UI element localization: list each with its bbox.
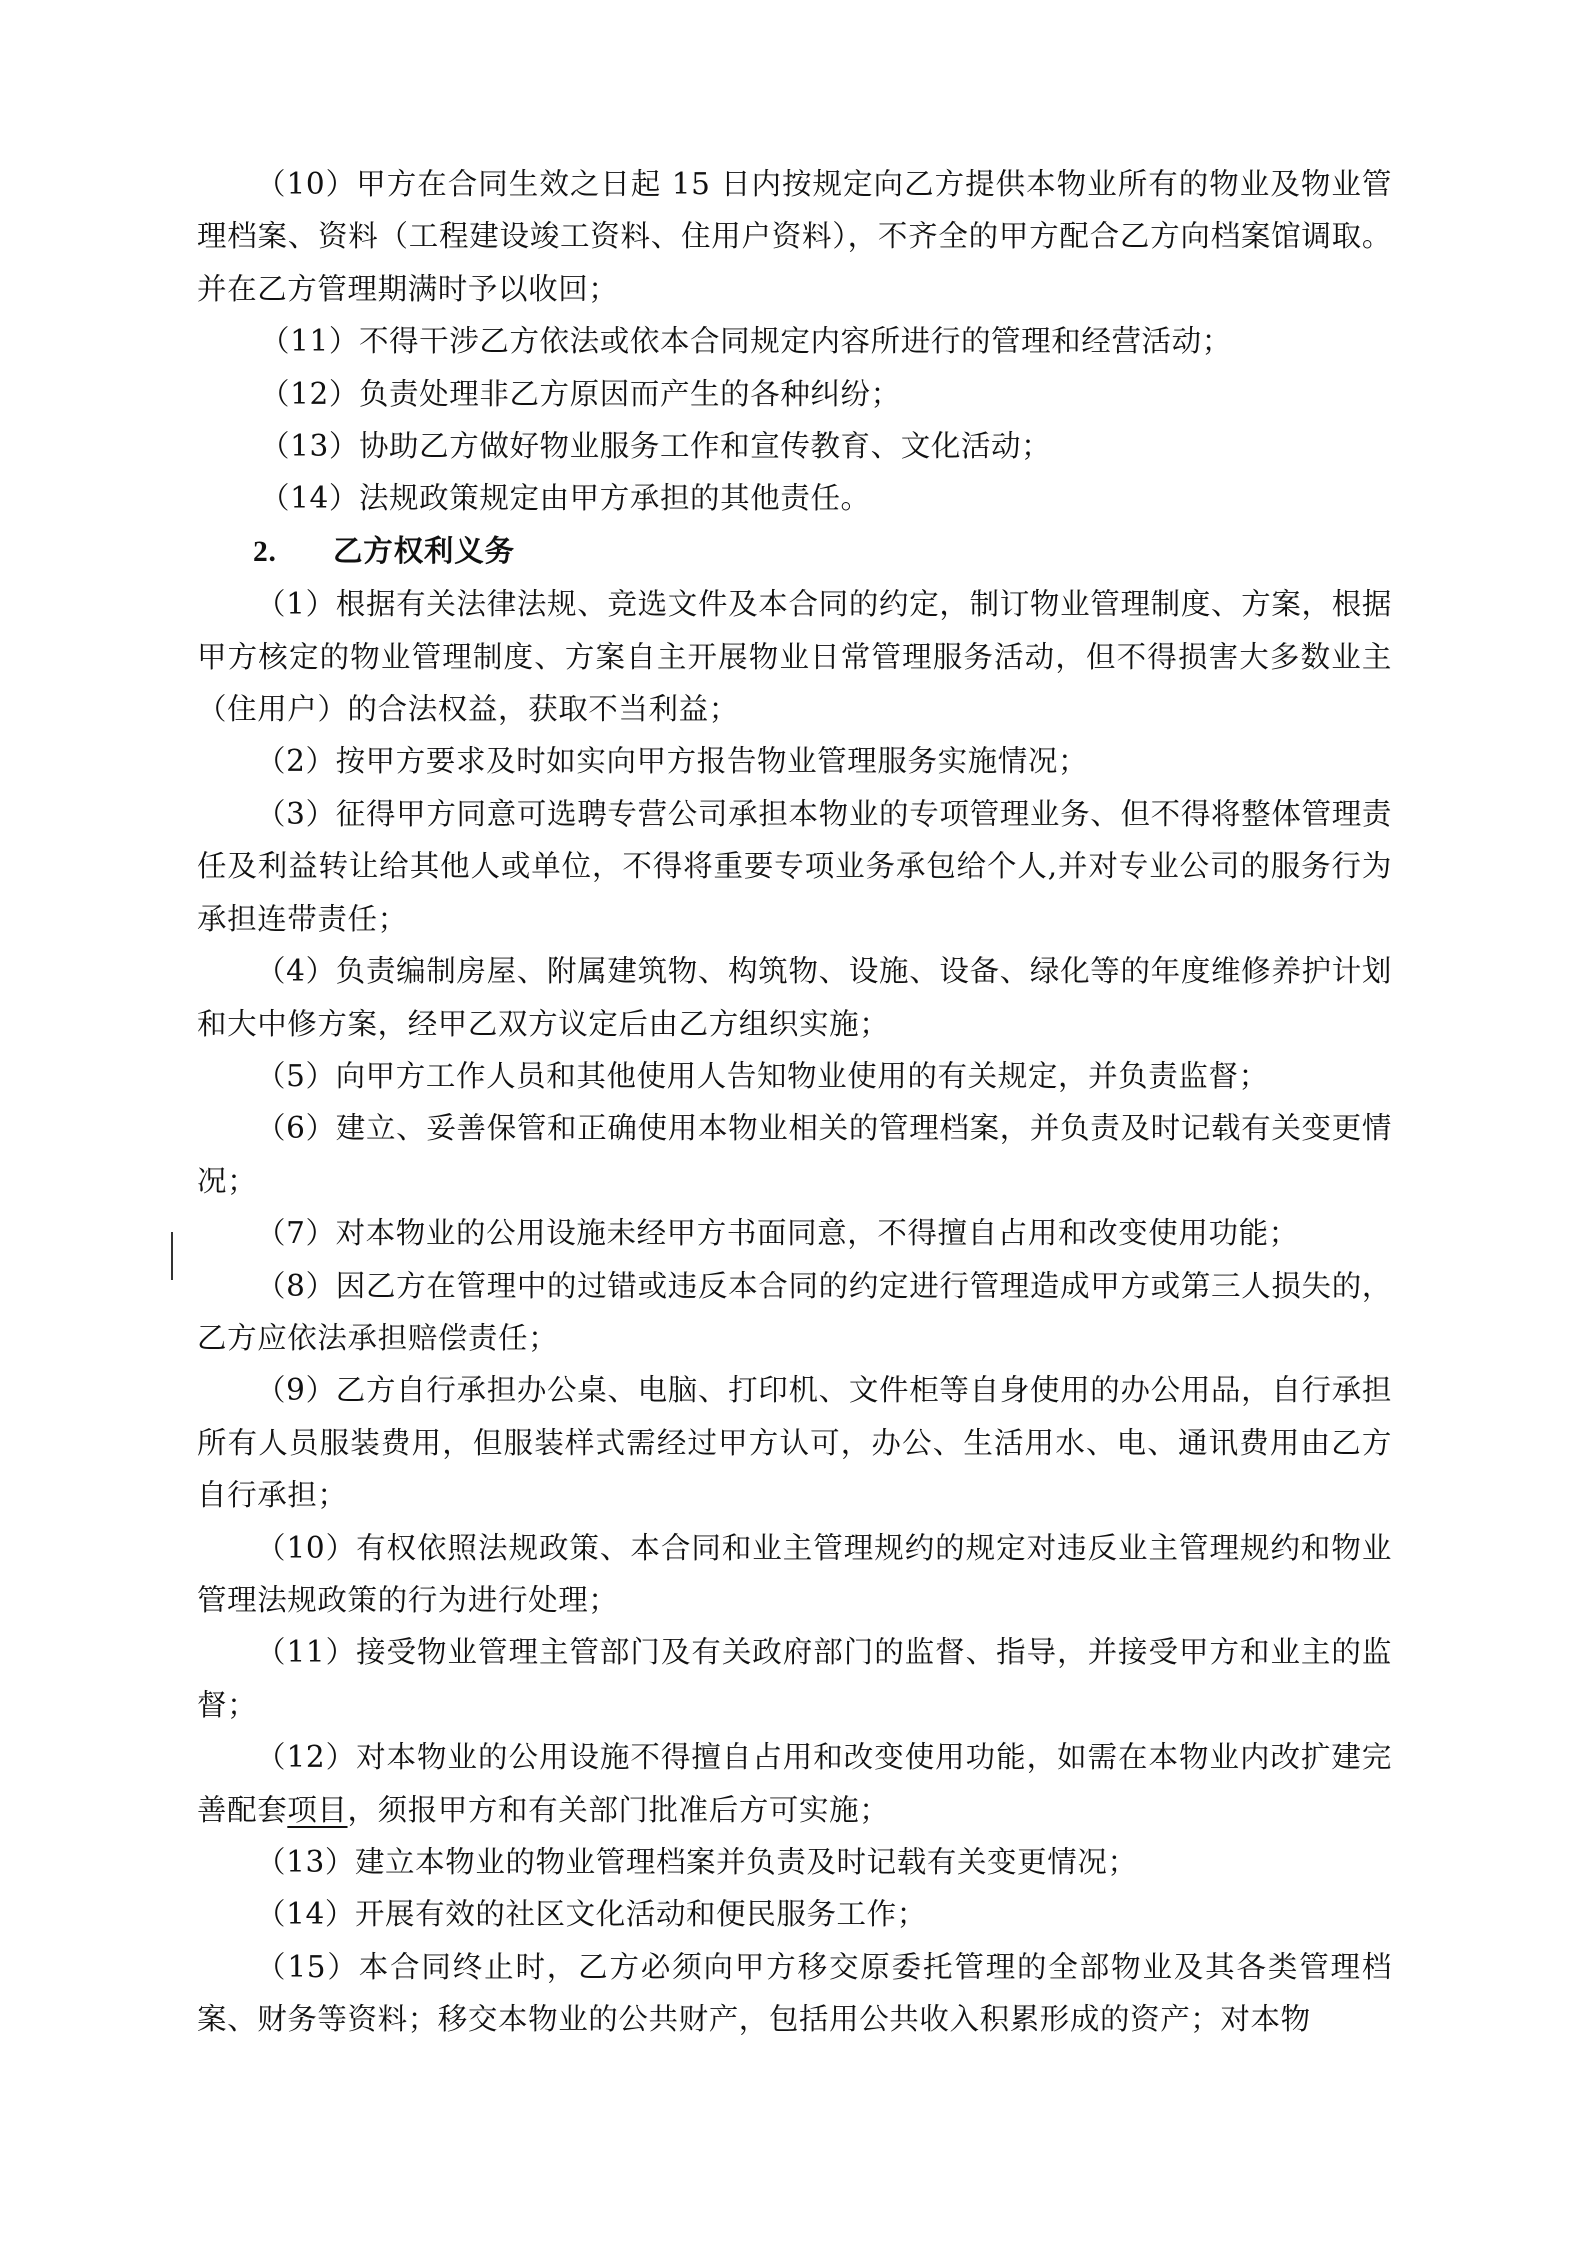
- obligation-b-7: （7）对本物业的公用设施未经甲方书面同意，不得擅自占用和改变使用功能；: [256, 1216, 1299, 1251]
- obligation-a-14: （14）法规政策规定由甲方承担的其他责任。: [260, 481, 871, 516]
- obligation-b-12: [197, 1731, 1392, 1836]
- obligation-b-9: （9）乙方自行承担办公桌、电脑、打印机、文件柜等自身使用的办公用品，自行承担所有人员服装费用，但服装样式需经过甲方认可，办公、生活用水、电、通讯费用由乙方自行承担；: [197, 1373, 1392, 1513]
- obligation-b-1: （1）根据有关法律法规、竞选文件及本合同的约定，制订物业管理制度、方案，根据甲方核定的物业管理制度、方案自主开展物业日常管理服务活动，但不得损害大多数业主（住用户）的合法权益，获取不当利益；: [197, 587, 1392, 727]
- obligation-b-8: （8）因乙方在管理中的过错或违反本合同的约定进行管理造成甲方或第三人损失的，乙方应依法承担赔偿责任；: [197, 1268, 1392, 1355]
- section-number: 2.: [253, 535, 277, 568]
- revision-change-bar: [171, 1232, 173, 1280]
- obligation-b-3: （3）征得甲方同意可选聘专营公司承担本物业的专项管理业务、但不得将整体管理责任及利益转让给其他人或单位，不得将重要专项业务承包给个人,并对专业公司的服务行为承担连带责任；: [197, 796, 1392, 936]
- section-heading: [197, 525, 1392, 578]
- obligation-a-13: （13）协助乙方做好物业服务工作和宣传教育、文化活动；: [260, 429, 1052, 464]
- obligation-b-6: （6）建立、妥善保管和正确使用本物业相关的管理档案，并负责及时记载有关变更情况；: [197, 1111, 1392, 1198]
- obligation-b-12-underlined-term: 项目: [287, 1792, 348, 1827]
- obligation-b-11: （11）接受物业管理主管部门及有关政府部门的监督、指导，并接受甲方和业主的监督；: [197, 1635, 1392, 1722]
- obligation-b-12-text-after: ，须报甲方和有关部门批准后方可实施；: [347, 1792, 890, 1827]
- obligation-a-10: （10）甲方在合同生效之日起 15 日内按规定向乙方提供本物业所有的物业及物业管理档案、资料（工程建设竣工资料、住用户资料），不齐全的甲方配合乙方向档案馆调取。并在乙方管理期满时予以收回；: [197, 167, 1392, 306]
- section-title: 乙方权利义务: [333, 533, 515, 568]
- obligation-b-2: （2）按甲方要求及时如实向甲方报告物业管理服务实施情况；: [256, 744, 1089, 779]
- obligation-b-13: （13）建立本物业的物业管理档案并负责及时记载有关变更情况；: [256, 1845, 1138, 1879]
- obligation-b-10: （10）有权依照法规政策、本合同和业主管理规约的规定对违反业主管理规约和物业管理法规政策的行为进行处理；: [197, 1530, 1392, 1617]
- obligation-b-4: （4）负责编制房屋、附属建筑物、构筑物、设施、设备、绿化等的年度维修养护计划和大中修方案，经甲乙双方议定后由乙方组织实施；: [197, 954, 1392, 1041]
- obligation-b-12-text-before: （12）对本物业的公用设施不得擅自占用和改变使用功能，如需在本物业内改扩建完善配套: [197, 1740, 1392, 1827]
- obligation-b-5: （5）向甲方工作人员和其他使用人告知物业使用的有关规定，并负责监督；: [256, 1058, 1269, 1093]
- obligation-b-14: （14）开展有效的社区文化活动和便民服务工作；: [256, 1897, 927, 1932]
- document-page: [197, 158, 1392, 2046]
- obligation-b-15: （15）本合同终止时，乙方必须向甲方移交原委托管理的全部物业及其各类管理档案、财务等资料；移交本物业的公共财产，包括用公共收入积累形成的资产；对本物: [197, 1949, 1392, 2037]
- obligation-a-12: （12）负责处理非乙方原因而产生的各种纠纷；: [260, 376, 901, 411]
- obligation-a-11: （11）不得干涉乙方依法或依本合同规定内容所进行的管理和经营活动；: [260, 324, 1232, 359]
